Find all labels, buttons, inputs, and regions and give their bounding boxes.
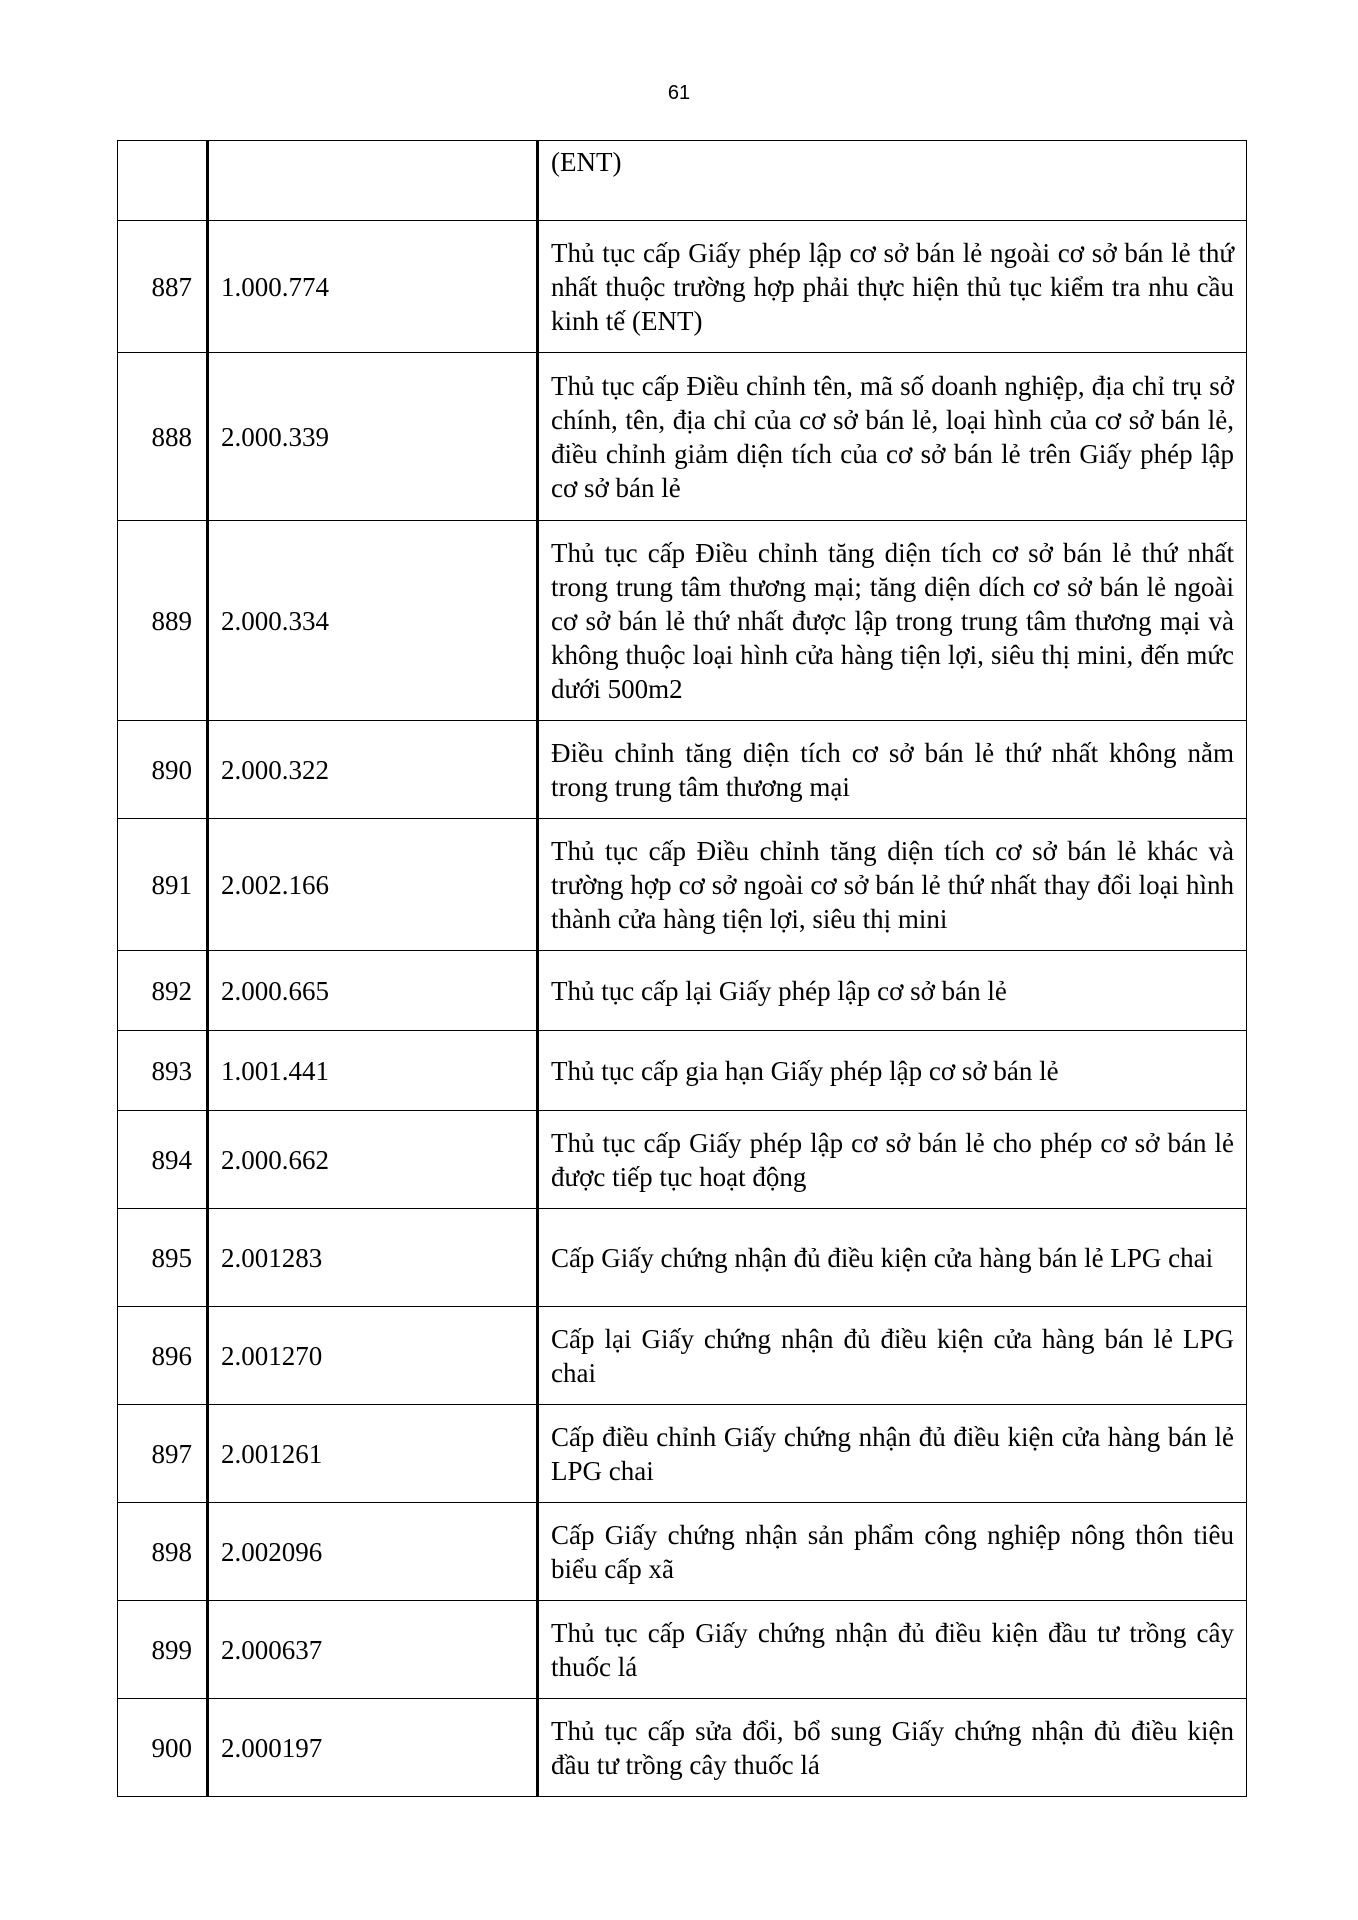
row-number: 895 [118, 1209, 208, 1307]
procedure-code: 2.000637 [208, 1601, 538, 1699]
row-number: 900 [118, 1699, 208, 1797]
row-number: 893 [118, 1031, 208, 1111]
procedure-name: Thủ tục cấp Điều chỉnh tăng diện tích cơ sở bán lẻ thứ nhất trong trung tâm thương mại; tăng diện dích cơ sở bán lẻ ngoài cơ sở bán lẻ thứ nhất được lập trong trung tâm thương mại và không thuộc loại hình cửa hàng tiện lợi, siêu thị mini, đến mức dưới 500m2 [538, 521, 1247, 721]
procedure-code: 1.001.441 [208, 1031, 538, 1111]
row-number: 887 [118, 221, 208, 353]
page-number: 61 [667, 82, 691, 104]
row-number: 892 [118, 951, 208, 1031]
procedure-table [117, 140, 1247, 1797]
row-number: 897 [118, 1405, 208, 1503]
table-row [118, 1405, 1247, 1503]
row-number: 888 [118, 353, 208, 521]
procedure-code: 2.001261 [208, 1405, 538, 1503]
row-number: 894 [118, 1111, 208, 1209]
table-row [118, 1031, 1247, 1111]
procedure-code: 2.000.665 [208, 951, 538, 1031]
procedure-name: Thủ tục cấp Giấy phép lập cơ sở bán lẻ ngoài cơ sở bán lẻ thứ nhất thuộc trường hợp phải thực hiện thủ tục kiểm tra nhu cầu kinh tế (ENT) [538, 221, 1247, 353]
procedure-name: (ENT) [538, 141, 1247, 221]
table-row [118, 1601, 1247, 1699]
procedure-name: Cấp lại Giấy chứng nhận đủ điều kiện cửa hàng bán lẻ LPG chai [538, 1307, 1247, 1405]
table-row [118, 819, 1247, 951]
procedure-name: Thủ tục cấp sửa đổi, bổ sung Giấy chứng nhận đủ điều kiện đầu tư trồng cây thuốc lá [538, 1699, 1247, 1797]
row-number: 896 [118, 1307, 208, 1405]
row-number: 891 [118, 819, 208, 951]
procedure-code: 2.002096 [208, 1503, 538, 1601]
procedure-code: 2.002.166 [208, 819, 538, 951]
procedure-name: Điều chỉnh tăng diện tích cơ sở bán lẻ thứ nhất không nằm trong trung tâm thương mại [538, 721, 1247, 819]
procedure-name: Thủ tục cấp Điều chỉnh tăng diện tích cơ sở bán lẻ khác và trường hợp cơ sở ngoài cơ sở bán lẻ thứ nhất thay đổi loại hình thành cửa hàng tiện lợi, siêu thị mini [538, 819, 1247, 951]
procedure-name: Thủ tục cấp gia hạn Giấy phép lập cơ sở bán lẻ [538, 1031, 1247, 1111]
table-row [118, 141, 1247, 221]
procedure-code: 2.001283 [208, 1209, 538, 1307]
table-row [118, 353, 1247, 521]
table-row [118, 721, 1247, 819]
procedure-code: 2.000.322 [208, 721, 538, 819]
procedure-code [208, 141, 538, 221]
table-row [118, 1209, 1247, 1307]
procedure-code: 2.000.339 [208, 353, 538, 521]
procedure-name: Thủ tục cấp Điều chỉnh tên, mã số doanh nghiệp, địa chỉ trụ sở chính, tên, địa chỉ của cơ sở bán lẻ, loại hình của cơ sở bán lẻ, điều chỉnh giảm diện tích của cơ sở bán lẻ trên Giấy phép lập cơ sở bán lẻ [538, 353, 1247, 521]
table-row [118, 1111, 1247, 1209]
procedure-code: 2.000.662 [208, 1111, 538, 1209]
procedure-name: Thủ tục cấp lại Giấy phép lập cơ sở bán lẻ [538, 951, 1247, 1031]
row-number [118, 141, 208, 221]
row-number: 899 [118, 1601, 208, 1699]
row-number: 890 [118, 721, 208, 819]
procedure-code: 2.000197 [208, 1699, 538, 1797]
procedure-name: Cấp Giấy chứng nhận sản phẩm công nghiệp nông thôn tiêu biểu cấp xã [538, 1503, 1247, 1601]
procedure-name: Thủ tục cấp Giấy chứng nhận đủ điều kiện đầu tư trồng cây thuốc lá [538, 1601, 1247, 1699]
row-number: 889 [118, 521, 208, 721]
table-row [118, 221, 1247, 353]
table-row [118, 1699, 1247, 1797]
table-row [118, 521, 1247, 721]
procedure-code: 2.000.334 [208, 521, 538, 721]
table-row [118, 1307, 1247, 1405]
procedure-name: Cấp Giấy chứng nhận đủ điều kiện cửa hàng bán lẻ LPG chai [538, 1209, 1247, 1307]
procedure-code: 1.000.774 [208, 221, 538, 353]
procedure-name: Thủ tục cấp Giấy phép lập cơ sở bán lẻ cho phép cơ sở bán lẻ được tiếp tục hoạt động [538, 1111, 1247, 1209]
table-row [118, 951, 1247, 1031]
table-row [118, 1503, 1247, 1601]
row-number: 898 [118, 1503, 208, 1601]
procedure-code: 2.001270 [208, 1307, 538, 1405]
procedure-name: Cấp điều chỉnh Giấy chứng nhận đủ điều kiện cửa hàng bán lẻ LPG chai [538, 1405, 1247, 1503]
